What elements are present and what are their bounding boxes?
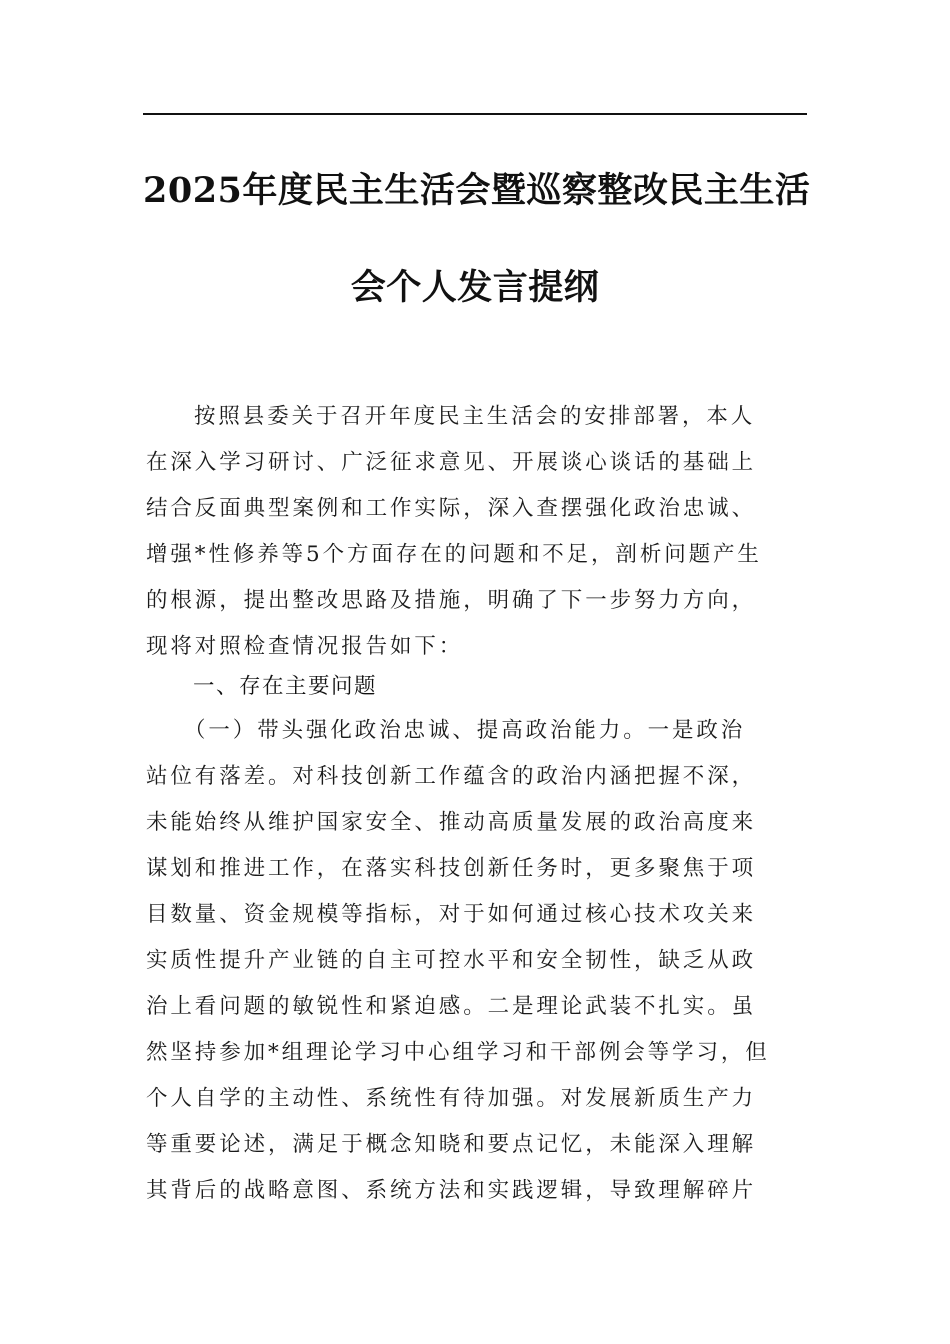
document-title-line-2: 会个人发言提纲 [350,267,600,308]
section-line: 然坚持参加*组理论学习中心组学习和干部例会等学习，但 [146,1040,770,1065]
section-heading: 一、存在主要问题 [193,674,378,699]
intro-line: 在深入学习研讨、广泛征求意见、开展谈心谈话的基础上 [146,450,757,475]
intro-line: 增强*性修养等5个方面存在的问题和不足，剖析问题产生 [146,542,762,567]
intro-line: 结合反面典型案例和工作实际，深入查摆强化政治忠诚、 [146,496,757,521]
section-line: 等重要论述，满足于概念知晓和要点记忆，未能深入理解 [146,1132,757,1157]
section-line: 实质性提升产业链的自主可控水平和安全韧性，缺乏从政 [146,948,757,973]
section-line: （一）带头强化政治忠诚、提高政治能力。一是政治 [184,718,746,743]
section-line: 个人自学的主动性、系统性有待加强。对发展新质生产力 [146,1086,757,1111]
section-line: 谋划和推进工作，在落实科技创新任务时，更多聚焦于项 [146,856,757,881]
section-line: 其背后的战略意图、系统方法和实践逻辑，导致理解碎片 [146,1178,757,1203]
intro-line: 的根源，提出整改思路及措施，明确了下一步努力方向， [146,588,757,613]
section-line: 站位有落差。对科技创新工作蕴含的政治内涵把握不深， [146,764,757,789]
section-line: 目数量、资金规模等指标，对于如何通过核心技术攻关来 [146,902,757,927]
document-title-line-1: 2025年度民主生活会暨巡察整改民主生活 [143,170,811,211]
intro-line: 按照县委关于召开年度民主生活会的安排部署，本人 [194,404,756,429]
section-line: 未能始终从维护国家安全、推动高质量发展的政治高度来 [146,810,757,835]
intro-line: 现将对照检查情况报告如下： [146,634,464,659]
header-rule [143,113,807,115]
section-line: 治上看问题的敏锐性和紧迫感。二是理论武装不扎实。虽 [146,994,757,1019]
